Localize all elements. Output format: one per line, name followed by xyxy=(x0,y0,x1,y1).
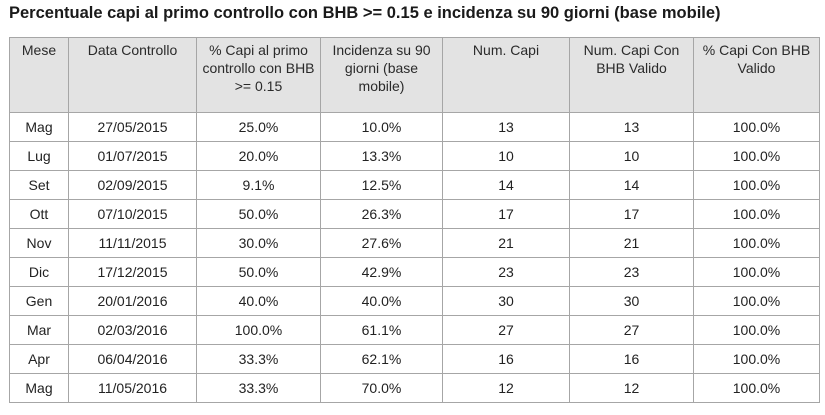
cell-num-heads: 27 xyxy=(443,316,570,345)
cell-num-valid: 21 xyxy=(570,229,694,258)
cell-pct-valid: 100.0% xyxy=(694,258,820,287)
cell-incidence: 62.1% xyxy=(321,345,443,374)
cell-pct-bhb: 50.0% xyxy=(197,258,321,287)
cell-month: Mag xyxy=(10,113,69,142)
cell-num-valid: 23 xyxy=(570,258,694,287)
cell-num-valid: 16 xyxy=(570,345,694,374)
table-row xyxy=(10,345,820,374)
cell-month: Lug xyxy=(10,142,69,171)
column-header-pct-valid: % Capi Con BHB Valido xyxy=(694,38,820,113)
column-header-pct-bhb: % Capi al primo controllo con BHB >= 0.15 xyxy=(197,38,321,113)
cell-incidence: 26.3% xyxy=(321,200,443,229)
table-row xyxy=(10,374,820,403)
cell-pct-valid: 100.0% xyxy=(694,171,820,200)
cell-num-valid: 30 xyxy=(570,287,694,316)
cell-incidence: 70.0% xyxy=(321,374,443,403)
data-table xyxy=(9,37,820,403)
cell-incidence: 61.1% xyxy=(321,316,443,345)
cell-num-heads: 14 xyxy=(443,171,570,200)
cell-pct-bhb: 50.0% xyxy=(197,200,321,229)
cell-control-date: 11/11/2015 xyxy=(69,229,197,258)
cell-month: Apr xyxy=(10,345,69,374)
cell-pct-valid: 100.0% xyxy=(694,142,820,171)
cell-num-heads: 16 xyxy=(443,345,570,374)
cell-month: Mag xyxy=(10,374,69,403)
cell-num-heads: 30 xyxy=(443,287,570,316)
cell-num-valid: 10 xyxy=(570,142,694,171)
cell-month: Gen xyxy=(10,287,69,316)
cell-control-date: 07/10/2015 xyxy=(69,200,197,229)
cell-pct-valid: 100.0% xyxy=(694,316,820,345)
cell-num-heads: 13 xyxy=(443,113,570,142)
cell-num-valid: 27 xyxy=(570,316,694,345)
cell-month: Set xyxy=(10,171,69,200)
cell-num-heads: 12 xyxy=(443,374,570,403)
cell-pct-valid: 100.0% xyxy=(694,200,820,229)
cell-pct-bhb: 40.0% xyxy=(197,287,321,316)
table-header-row xyxy=(10,38,820,113)
cell-num-heads: 21 xyxy=(443,229,570,258)
cell-num-heads: 17 xyxy=(443,200,570,229)
column-header-month: Mese xyxy=(10,38,69,113)
report-title: Percentuale capi al primo controllo con BHB >= 0.15 e incidenza su 90 giorni (base mobile) xyxy=(9,4,721,22)
cell-pct-bhb: 100.0% xyxy=(197,316,321,345)
table-row xyxy=(10,229,820,258)
cell-pct-valid: 100.0% xyxy=(694,229,820,258)
cell-month: Nov xyxy=(10,229,69,258)
cell-pct-valid: 100.0% xyxy=(694,374,820,403)
table-row xyxy=(10,171,820,200)
cell-incidence: 42.9% xyxy=(321,258,443,287)
cell-control-date: 27/05/2015 xyxy=(69,113,197,142)
table-row xyxy=(10,200,820,229)
cell-control-date: 02/03/2016 xyxy=(69,316,197,345)
cell-incidence: 10.0% xyxy=(321,113,443,142)
table-row xyxy=(10,316,820,345)
cell-month: Ott xyxy=(10,200,69,229)
cell-num-valid: 12 xyxy=(570,374,694,403)
cell-num-heads: 23 xyxy=(443,258,570,287)
cell-pct-valid: 100.0% xyxy=(694,287,820,316)
cell-pct-bhb: 25.0% xyxy=(197,113,321,142)
table-row xyxy=(10,287,820,316)
cell-incidence: 40.0% xyxy=(321,287,443,316)
cell-num-valid: 17 xyxy=(570,200,694,229)
cell-month: Dic xyxy=(10,258,69,287)
cell-control-date: 20/01/2016 xyxy=(69,287,197,316)
table-row xyxy=(10,142,820,171)
table-row xyxy=(10,113,820,142)
cell-pct-bhb: 20.0% xyxy=(197,142,321,171)
cell-incidence: 12.5% xyxy=(321,171,443,200)
cell-month: Mar xyxy=(10,316,69,345)
cell-control-date: 02/09/2015 xyxy=(69,171,197,200)
cell-control-date: 11/05/2016 xyxy=(69,374,197,403)
cell-control-date: 17/12/2015 xyxy=(69,258,197,287)
cell-incidence: 27.6% xyxy=(321,229,443,258)
cell-pct-valid: 100.0% xyxy=(694,345,820,374)
cell-pct-bhb: 33.3% xyxy=(197,374,321,403)
column-header-num-heads: Num. Capi xyxy=(443,38,570,113)
cell-pct-bhb: 30.0% xyxy=(197,229,321,258)
cell-num-heads: 10 xyxy=(443,142,570,171)
cell-num-valid: 14 xyxy=(570,171,694,200)
table-row xyxy=(10,258,820,287)
cell-pct-valid: 100.0% xyxy=(694,113,820,142)
cell-incidence: 13.3% xyxy=(321,142,443,171)
cell-pct-bhb: 33.3% xyxy=(197,345,321,374)
column-header-incidence: Incidenza su 90 giorni (base mobile) xyxy=(321,38,443,113)
cell-control-date: 01/07/2015 xyxy=(69,142,197,171)
cell-control-date: 06/04/2016 xyxy=(69,345,197,374)
column-header-control-date: Data Controllo xyxy=(69,38,197,113)
cell-pct-bhb: 9.1% xyxy=(197,171,321,200)
cell-num-valid: 13 xyxy=(570,113,694,142)
column-header-num-valid: Num. Capi Con BHB Valido xyxy=(570,38,694,113)
